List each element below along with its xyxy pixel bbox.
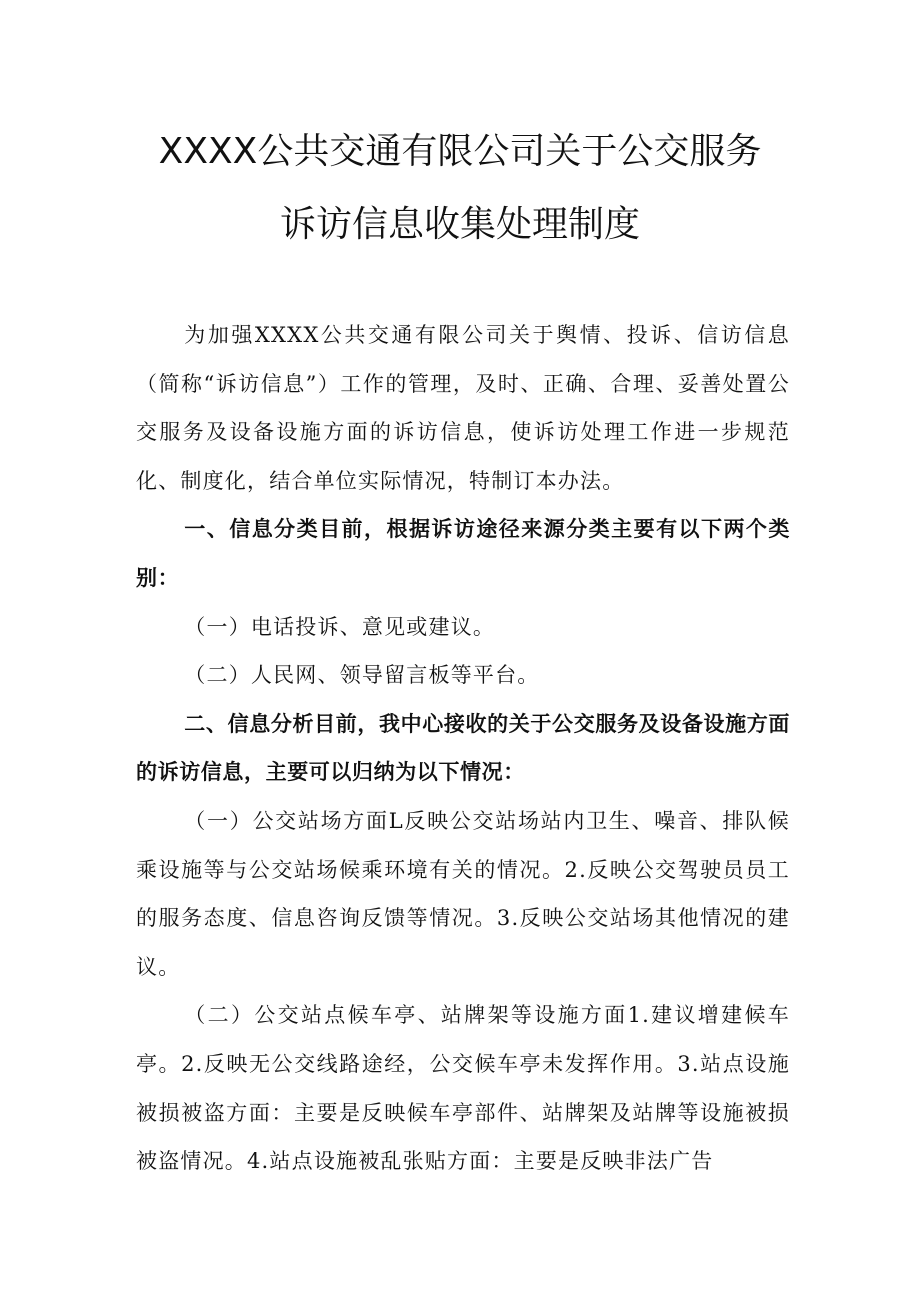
section-heading-classification: 一、信息分类目前，根据诉访途径来源分类主要有以下两个类别：: [136, 517, 790, 590]
document-title-line-2: 诉访信息收集处理制度: [279, 204, 640, 245]
analysis-item-2: （二）公交站点候车亭、站牌架等设施方面1.建议增建候车亭。2.反映无公交线路途经，公交候车亭未发挥作用。3.站点设施被损被盗方面：主要是反映候车亭部件、站牌架及站牌等设施被损被盗情况。4.站点设施被乱张贴方面：主要是反映非法广告: [136, 1003, 790, 1174]
classification-item-1: （一）电话投诉、意见或建议。: [184, 614, 496, 639]
document-body: [136, 311, 790, 1186]
analysis-item-1: （一）公交站场方面L反映公交站场站内卫生、噪音、排队候乘设施等与公交站场候乘环境有关的情况。2.反映公交驾驶员员工的服务态度、信息咨询反馈等情况。3.反映公交站场其他情况的建议。: [136, 808, 790, 979]
document-title-line-1: XXXX公共交通有限公司关于公交服务: [158, 131, 762, 172]
classification-item-2: （二）人民网、领导留言板等平台。: [184, 663, 540, 688]
section-heading-analysis: 二、信息分析目前，我中心接收的关于公交服务及设备设施方面的诉访信息，主要可以归纳为以下情况：: [136, 711, 790, 785]
intro-paragraph: 为加强XXXX公共交通有限公司关于舆情、投诉、信访信息（简称“诉访信息”）工作的管理，及时、正确、合理、妥善处置公交服务及设备设施方面的诉访信息，使诉访处理工作进一步规范化、制度化，结合单位实际情况，特制订本办法。: [136, 323, 790, 493]
